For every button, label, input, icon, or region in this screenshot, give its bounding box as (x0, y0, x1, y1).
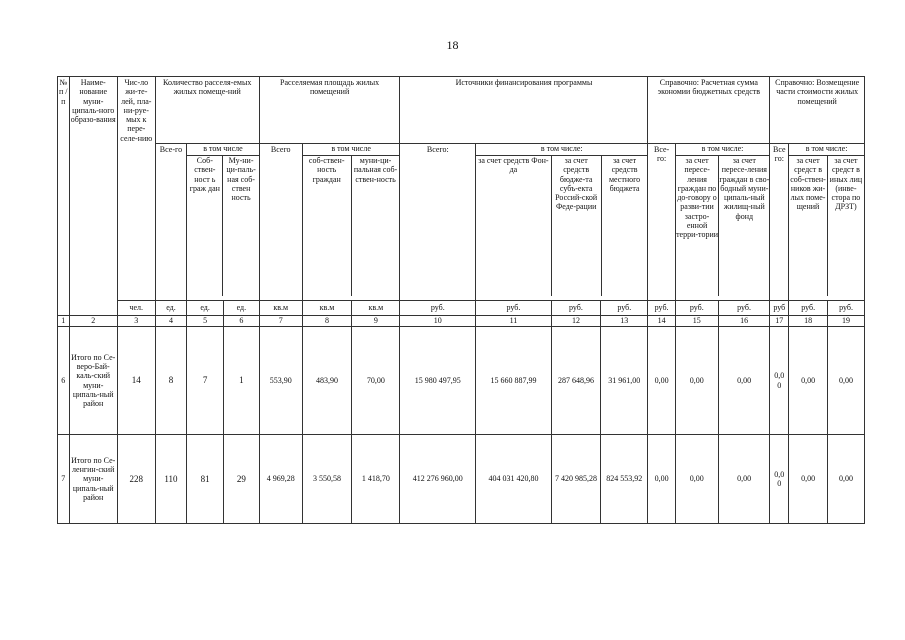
row-area-total: 4 969,28 (259, 435, 302, 524)
col-number: 6 (223, 316, 259, 327)
page-number: 18 (446, 38, 459, 52)
col-number: 16 (718, 316, 769, 327)
col-number: 11 (476, 316, 552, 327)
header-area: Расселяемая площадь жилых помещений (259, 77, 400, 144)
row-eco-development: 0,00 (675, 327, 718, 435)
header-rooms-own: Соб-ствен-ност ь граж дан (187, 156, 223, 296)
header-economy: Справочно: Расчетная сумма экономии бюджетных средств (648, 77, 770, 144)
row-src-total: 15 980 497,95 (400, 327, 476, 435)
unit-cell: руб. (675, 301, 718, 316)
row-src-total: 412 276 960,00 (400, 435, 476, 524)
header-ref-other: за счет средст в иных лиц (инве-стора по ДРЗТ) (829, 156, 863, 212)
row-rooms-mun: 1 (223, 327, 259, 435)
header-ref-total: Все го: (770, 144, 789, 301)
col-number: 3 (117, 316, 155, 327)
table-row (58, 435, 865, 524)
col-number: 10 (400, 316, 476, 327)
row-eco-free-fund: 0,00 (718, 435, 769, 524)
row-ref-owners: 0,00 (789, 435, 828, 524)
header-area-total: Всего (259, 144, 302, 301)
header-eco-incl-group (675, 144, 770, 301)
unit-cell: руб. (789, 301, 828, 316)
header-rooms-incl: в том числе (187, 144, 259, 156)
row-eco-total: 0,00 (648, 435, 675, 524)
col-number: 18 (789, 316, 828, 327)
header-src-incl-group (476, 144, 648, 301)
col-number: 4 (155, 316, 187, 327)
row-src-subject: 7 420 985,28 (551, 435, 600, 524)
unit-cell: ед. (155, 301, 187, 316)
row-num: 6 (58, 327, 70, 435)
unit-cell: руб. (828, 301, 865, 316)
row-src-fund: 15 660 887,99 (476, 327, 552, 435)
unit-cell: руб. (601, 301, 648, 316)
col-number: 7 (259, 316, 302, 327)
row-municipality: Итого по Се-веро-Бай-каль-ский муни-ципаль-ный район (69, 327, 117, 435)
row-src-local: 31 961,00 (601, 327, 648, 435)
row-eco-development: 0,00 (675, 435, 718, 524)
header-people: Чис-ло жи-те-лей, пла-ни-руе-мых к пере-селе-нию (117, 77, 155, 301)
header-municipality: Наиме-нование муни-ципаль-ного образо-вания (69, 77, 117, 316)
row-rooms-own: 7 (187, 327, 224, 435)
header-refund: Справочно: Возмещение части стоимости жилых помещений (770, 77, 865, 144)
col-number: 15 (675, 316, 718, 327)
row-ref-other: 0,00 (828, 327, 865, 435)
col-number: 1 (58, 316, 70, 327)
unit-cell: кв.м (259, 301, 302, 316)
unit-cell: кв.м (302, 301, 351, 316)
unit-cell: руб. (476, 301, 552, 316)
row-src-subject: 287 648,96 (551, 327, 600, 435)
header-area-incl: в том числе (303, 144, 400, 156)
unit-cell: ед. (187, 301, 224, 316)
col-number: 17 (770, 316, 789, 327)
unit-cell: руб. (400, 301, 476, 316)
header-ref-incl: в том числе: (789, 144, 864, 156)
header-area-own: соб-ствен-ность граждан (303, 156, 352, 296)
header-eco-incl: в том числе: (676, 144, 770, 156)
row-area-mun: 70,00 (352, 327, 400, 435)
header-funding-sources: Источники финансирования программы (400, 77, 648, 144)
row-num: 7 (58, 435, 70, 524)
col-number: 5 (187, 316, 224, 327)
header-src-fund: за счет средств Фон-да (476, 156, 552, 296)
col-number: 12 (551, 316, 600, 327)
unit-cell: кв.м (352, 301, 400, 316)
row-src-fund: 404 031 420,80 (476, 435, 552, 524)
header-eco-free-fund: за счет пересе-ления граждан в сво-бодный муни-ципаль-ный жилищ-ный фонд (719, 156, 770, 221)
row-area-mun: 1 418,70 (352, 435, 400, 524)
header-rooms-incl-group (187, 144, 260, 301)
col-number: 13 (601, 316, 648, 327)
col-number: 19 (828, 316, 865, 327)
header-num: № п / п (58, 77, 70, 316)
header-ref-owners: за счет средст в соб-ствен-ников жи-лых поме-щений (789, 156, 828, 296)
unit-cell: чел. (117, 301, 155, 316)
header-rooms-total: Все-го (155, 144, 187, 301)
row-municipality: Итого по Се-ленгин-ский муни-ципаль-ный район (69, 435, 117, 524)
row-ref-total: 0,0 0 (770, 327, 789, 435)
row-people: 14 (117, 327, 155, 435)
header-src-subject: за счет средств бюдже-та субъ-екта Россий-ской Феде-рации (552, 156, 602, 296)
row-ref-owners: 0,00 (789, 327, 828, 435)
header-src-incl: в том числе: (476, 144, 647, 156)
header-eco-total: Все-го: (648, 144, 675, 301)
header-area-mun: муни-ци-пальная соб-ствен-ность (353, 156, 398, 184)
table-row (58, 327, 865, 435)
unit-cell: руб. (551, 301, 600, 316)
header-area-incl-group (302, 144, 400, 301)
row-eco-free-fund: 0,00 (718, 327, 769, 435)
row-rooms-total: 110 (155, 435, 187, 524)
header-src-local: за счет средств местного бюджета (608, 156, 641, 193)
row-ref-total: 0,0 0 (770, 435, 789, 524)
row-area-total: 553,90 (259, 327, 302, 435)
col-number: 9 (352, 316, 400, 327)
unit-cell: руб. (718, 301, 769, 316)
row-src-local: 824 553,92 (601, 435, 648, 524)
col-number: 14 (648, 316, 675, 327)
unit-cell: ед. (223, 301, 259, 316)
col-number: 8 (302, 316, 351, 327)
row-rooms-mun: 29 (223, 435, 259, 524)
units-row (58, 301, 865, 316)
row-people: 228 (117, 435, 155, 524)
row-area-own: 3 550,58 (302, 435, 351, 524)
header-ref-incl-group (789, 144, 865, 301)
header-rooms-mun: Му-ни-ци-паль-ная соб-ствен ность (226, 156, 256, 203)
row-eco-total: 0,00 (648, 327, 675, 435)
col-number: 2 (69, 316, 117, 327)
row-ref-other: 0,00 (828, 435, 865, 524)
unit-cell: руб (770, 301, 789, 316)
column-numbers-row (58, 316, 865, 327)
row-rooms-total: 8 (155, 327, 187, 435)
header-rooms-count: Количество расселя-емых жилых помеще-ний (155, 77, 259, 144)
row-area-own: 483,90 (302, 327, 351, 435)
housing-resettlement-table (57, 76, 865, 524)
header-src-total: Всего: (400, 144, 476, 301)
unit-cell: руб. (648, 301, 675, 316)
header-eco-development: за счет пересе-ления граждан по до-говору о разви-тии застро-енной терри-тории (676, 156, 720, 296)
row-rooms-own: 81 (187, 435, 224, 524)
